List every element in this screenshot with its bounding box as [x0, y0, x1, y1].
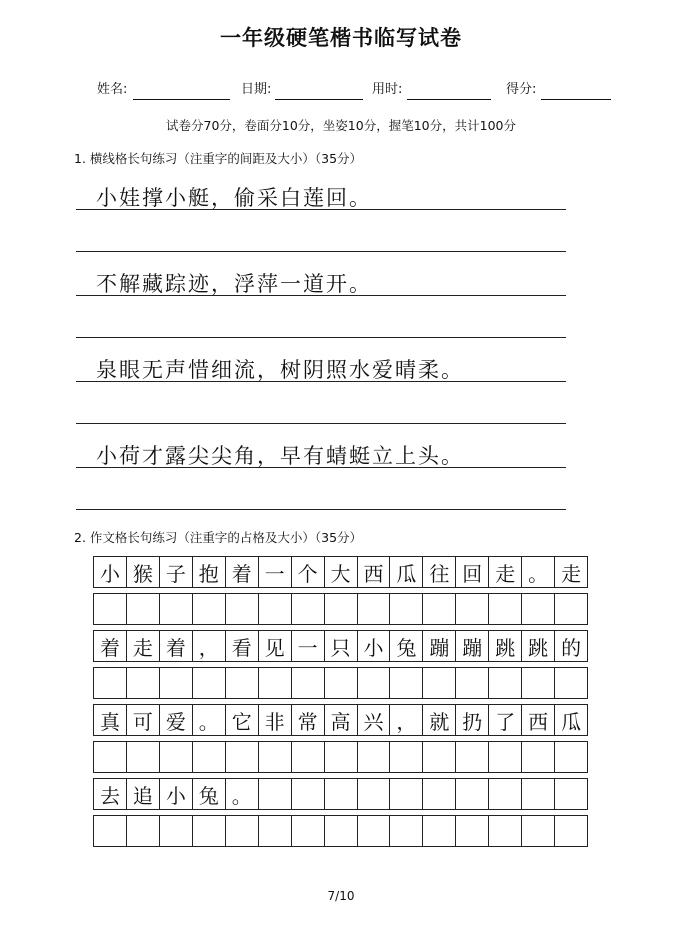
writing-line[interactable]	[76, 251, 566, 252]
grid-cell[interactable]	[292, 816, 325, 846]
grid-cell[interactable]	[358, 742, 391, 772]
scoring-note: 试卷分70分，卷面分10分，坐姿10分，握笔10分，共计100分	[166, 118, 516, 133]
grid-cell[interactable]: 走	[561, 561, 582, 586]
grid-cell[interactable]: 蹦	[456, 631, 489, 661]
grid-cell[interactable]: 可	[127, 705, 160, 735]
grid-cell[interactable]	[325, 779, 358, 809]
grid-cell[interactable]	[522, 779, 555, 809]
grid-cell[interactable]: 。	[193, 705, 226, 735]
grid-cell[interactable]: 追	[127, 779, 160, 809]
grid-cell[interactable]	[325, 742, 358, 772]
grid-cell[interactable]: 一	[292, 631, 325, 661]
grid-cell[interactable]: 回	[456, 557, 489, 587]
grid-cell[interactable]	[226, 594, 259, 624]
student-info-row	[0, 78, 682, 104]
sample-sentence: 不解藏踪迹，浮萍一道开。	[96, 272, 372, 296]
grid-cell[interactable]: 大	[325, 557, 358, 587]
sample-sentence: 泉眼无声惜细流，树阴照水爱晴柔。	[96, 358, 464, 382]
grid-cell[interactable]	[226, 742, 259, 772]
grid-cell[interactable]	[193, 742, 226, 772]
grid-cell[interactable]	[160, 816, 193, 846]
sample-line	[76, 209, 566, 210]
grid-cell[interactable]	[358, 668, 391, 698]
grid-cell[interactable]	[325, 668, 358, 698]
grid-cell[interactable]	[325, 594, 358, 624]
grid-cell[interactable]: 走	[489, 557, 522, 587]
grid-cell[interactable]: ，	[390, 705, 423, 735]
time-field[interactable]	[407, 99, 491, 100]
grid-cell[interactable]: 看	[226, 631, 259, 661]
grid-cell[interactable]	[390, 594, 423, 624]
grid-cell[interactable]	[259, 594, 292, 624]
grid-cell[interactable]: 兴	[358, 705, 391, 735]
grid-cell[interactable]: 往	[423, 557, 456, 587]
score-label: 得分:	[506, 82, 537, 97]
grid-cell[interactable]	[423, 594, 456, 624]
sample-sentence: 小娃撑小艇，偷采白莲回。	[96, 186, 372, 210]
grid-cell[interactable]	[423, 816, 456, 846]
grid-cell[interactable]	[358, 779, 391, 809]
grid-cell[interactable]	[390, 816, 423, 846]
grid-cell[interactable]	[226, 816, 259, 846]
grid-cell[interactable]	[489, 816, 522, 846]
grid-blank-row	[93, 815, 588, 847]
grid-cell[interactable]	[292, 779, 325, 809]
grid-cell[interactable]	[522, 816, 555, 846]
grid-cell[interactable]	[489, 668, 522, 698]
lined-block	[76, 354, 566, 424]
name-label: 姓名:	[97, 82, 128, 97]
grid-cell[interactable]	[193, 594, 226, 624]
writing-line[interactable]	[76, 337, 566, 338]
grid-cell[interactable]: 真	[94, 705, 127, 735]
date-field[interactable]	[275, 99, 363, 100]
page-title: 一年级硬笔楷书临写试卷	[220, 26, 462, 50]
section2-heading: 2. 作文格长句练习（注重字的占格及大小）（35分）	[74, 530, 363, 545]
grid-cell[interactable]	[489, 779, 522, 809]
name-field[interactable]	[133, 99, 230, 100]
grid-blank-row	[93, 741, 588, 773]
grid-cell[interactable]	[292, 594, 325, 624]
grid-cell[interactable]: 着	[94, 631, 127, 661]
grid-blank-row	[93, 593, 588, 625]
grid-cell[interactable]: 。	[226, 779, 259, 809]
grid-cell[interactable]	[555, 816, 587, 846]
sample-sentence: 小荷才露尖尖角，早有蜻蜓立上头。	[96, 444, 464, 468]
grid-sample-row	[93, 630, 588, 662]
grid-cell[interactable]: 常	[292, 705, 325, 735]
grid-cell[interactable]	[358, 816, 391, 846]
grid-cell[interactable]: 子	[160, 557, 193, 587]
writing-line[interactable]	[76, 423, 566, 424]
grid-cell[interactable]	[456, 668, 489, 698]
grid-cell[interactable]	[160, 742, 193, 772]
grid-cell[interactable]: 见	[259, 631, 292, 661]
grid-cell[interactable]	[127, 594, 160, 624]
grid-cell[interactable]	[522, 594, 555, 624]
grid-sample-row	[93, 556, 588, 588]
grid-cell[interactable]	[456, 816, 489, 846]
grid-cell[interactable]: 。	[522, 557, 555, 587]
grid-cell[interactable]	[456, 742, 489, 772]
grid-cell[interactable]: 个	[292, 557, 325, 587]
grid-cell[interactable]: 小	[94, 557, 127, 587]
grid-blank-row	[93, 667, 588, 699]
grid-cell[interactable]	[555, 594, 587, 624]
grid-cell[interactable]: 蹦	[423, 631, 456, 661]
grid-cell[interactable]	[325, 816, 358, 846]
grid-cell[interactable]	[226, 668, 259, 698]
grid-cell[interactable]	[423, 742, 456, 772]
grid-cell[interactable]	[555, 779, 587, 809]
lined-block	[76, 440, 566, 510]
grid-cell[interactable]: 猴	[127, 557, 160, 587]
grid-cell[interactable]	[160, 668, 193, 698]
grid-cell[interactable]: 着	[160, 631, 193, 661]
grid-cell[interactable]	[555, 668, 587, 698]
grid-cell[interactable]	[522, 668, 555, 698]
lined-block	[76, 268, 566, 338]
grid-cell[interactable]: 走	[127, 631, 160, 661]
grid-cell[interactable]: 去	[94, 779, 127, 809]
grid-cell[interactable]	[94, 594, 127, 624]
grid-cell[interactable]: 跳	[522, 631, 555, 661]
grid-cell[interactable]	[94, 668, 127, 698]
grid-cell[interactable]: 跳	[489, 631, 522, 661]
sample-line	[76, 467, 566, 468]
grid-cell[interactable]	[390, 668, 423, 698]
grid-cell[interactable]	[555, 742, 587, 772]
grid-cell[interactable]: ，	[193, 631, 226, 661]
date-label: 日期:	[241, 82, 272, 97]
grid-cell[interactable]	[259, 816, 292, 846]
grid-cell[interactable]	[127, 742, 160, 772]
grid-cell[interactable]: 的	[561, 635, 582, 660]
sample-line	[76, 295, 566, 296]
grid-cell[interactable]	[193, 816, 226, 846]
grid-cell[interactable]	[127, 668, 160, 698]
grid-cell[interactable]	[94, 816, 127, 846]
grid-cell[interactable]: 小	[358, 631, 391, 661]
page-number: 7/10	[327, 889, 355, 903]
grid-cell[interactable]: 兔	[390, 631, 423, 661]
section1-heading: 1. 横线格长句练习（注重字的间距及大小）（35分）	[74, 151, 363, 166]
grid-cell[interactable]: 扔	[456, 705, 489, 735]
score-field[interactable]	[541, 99, 611, 100]
grid-cell[interactable]	[489, 594, 522, 624]
grid-cell[interactable]: 兔	[193, 779, 226, 809]
grid-cell[interactable]	[292, 742, 325, 772]
grid-cell[interactable]	[259, 668, 292, 698]
grid-cell[interactable]: 高	[325, 705, 358, 735]
grid-cell[interactable]	[292, 668, 325, 698]
grid-cell[interactable]	[390, 742, 423, 772]
grid-cell[interactable]: 抱	[193, 557, 226, 587]
grid-sample-row	[93, 704, 588, 736]
grid-cell[interactable]: 爱	[160, 705, 193, 735]
grid-cell[interactable]: 一	[259, 557, 292, 587]
grid-cell[interactable]	[127, 816, 160, 846]
grid-sample-row	[93, 778, 588, 810]
grid-cell[interactable]	[423, 668, 456, 698]
grid-cell[interactable]	[94, 742, 127, 772]
grid-cell[interactable]	[390, 779, 423, 809]
grid-cell[interactable]	[193, 668, 226, 698]
grid-cell[interactable]	[259, 779, 292, 809]
grid-cell[interactable]: 西	[358, 557, 391, 587]
grid-cell[interactable]	[456, 779, 489, 809]
grid-cell[interactable]	[489, 742, 522, 772]
writing-line[interactable]	[76, 509, 566, 510]
grid-cell[interactable]	[456, 594, 489, 624]
grid-cell[interactable]	[160, 594, 193, 624]
grid-cell[interactable]: 小	[160, 779, 193, 809]
grid-cell[interactable]	[423, 779, 456, 809]
grid-cell[interactable]: 着	[226, 557, 259, 587]
grid-cell[interactable]: 了	[489, 705, 522, 735]
lined-block	[76, 182, 566, 252]
time-label: 用时:	[372, 82, 403, 97]
grid-cell[interactable]: 瓜	[561, 709, 582, 734]
grid-cell[interactable]	[358, 594, 391, 624]
grid-cell[interactable]: 非	[259, 705, 292, 735]
grid-cell[interactable]: 西	[522, 705, 555, 735]
sample-line	[76, 381, 566, 382]
grid-cell[interactable]: 就	[423, 705, 456, 735]
grid-cell[interactable]	[522, 742, 555, 772]
grid-cell[interactable]: 只	[325, 631, 358, 661]
grid-cell[interactable]: 它	[226, 705, 259, 735]
grid-cell[interactable]	[259, 742, 292, 772]
grid-cell[interactable]: 瓜	[390, 557, 423, 587]
